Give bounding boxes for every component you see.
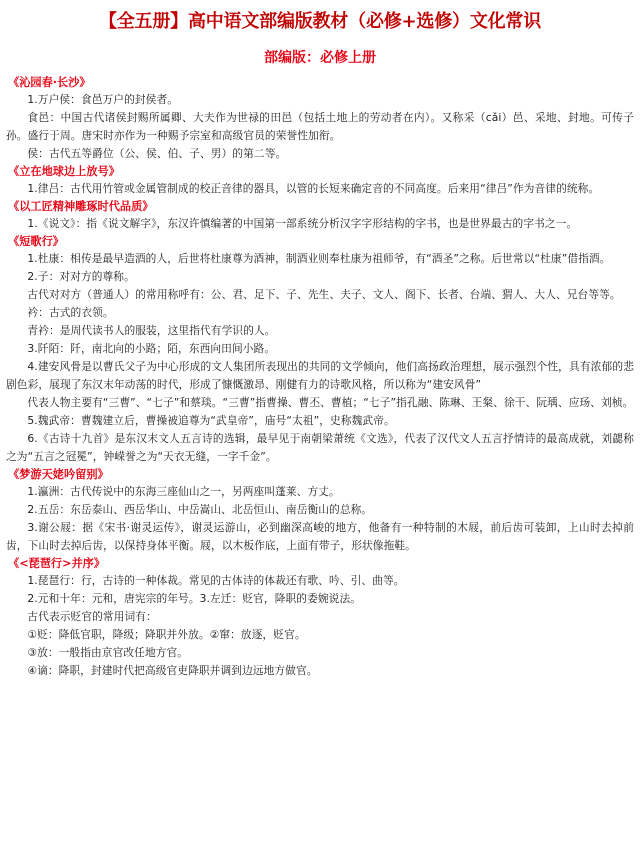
section-heading: 《以工匠精神雕琢时代品质》: [8, 200, 154, 213]
paragraph: 食邑：中国古代诸侯封赐所属卿、大夫作为世禄的田邑（包括土地上的劳动者在内）。又称采（cǎi）邑、采地、封地。可传子孙。盛行于周。唐宋时亦作为一种赐予宗室和高级官员的荣誉性加衔。: [6, 111, 634, 142]
paragraph: ①贬：降低官职，降级；降职并外放。②窜：放逐，贬官。: [27, 628, 306, 641]
paragraph: 5.魏武帝：曹魏建立后，曹操被追尊为“武皇帝”，庙号“太祖”，史称魏武帝。: [27, 414, 395, 427]
paragraph: 青衿：是周代读书人的服装，这里指代有学识的人。: [27, 324, 276, 337]
section-duangexing: [6, 233, 634, 466]
paragraph: 4.建安风骨是以曹氏父子为中心形成的文人集团所表现出的共同的文学倾向，他们高扬政治理想，展示强烈个性，具有浓郁的悲剧色彩，展现了东汉末年动荡的时代，形成了慷慨激昂、刚健有力的诗歌风格，所以称为“建安风骨”: [6, 360, 634, 391]
section-heading: 《<琵琶行>并序》: [8, 557, 106, 570]
section-tianmu: [6, 466, 634, 555]
paragraph: 2.元和十年：元和，唐宪宗的年号。3.左迁：贬官，降职的委婉说法。: [27, 592, 362, 605]
paragraph: ④谪：降职，封建时代把高级官吏降职并调到边远地方做官。: [27, 664, 318, 677]
paragraph: ③放：一般指由京官改任地方官。: [27, 646, 189, 659]
paragraph: 古代对对方（普通人）的常用称呼有：公、君、足下、子、先生、夫子、文人、阁下、长者、台端、猬人、大人、兄台等等。: [27, 288, 621, 301]
document-title: 【全五册】高中语文部编版教材（必修+选修）文化常识: [98, 11, 542, 32]
section-fanghao: [6, 163, 634, 198]
paragraph: 1.万户侯：食邑万户的封侯者。: [27, 93, 179, 106]
section-heading: 《立在地球边上放号》: [8, 165, 120, 178]
paragraph: 3.谢公屐：据《宋书·谢灵运传》，谢灵运游山，必到幽深高峻的地方，他备有一种特制的木屐，前后齿可装卸，上山时去掉前齿，下山时去掉后齿，以保持身体平衡。屐，以木板作底，上面有带子，形状像拖鞋。: [6, 521, 634, 552]
paragraph: 3.阡陌：阡，南北向的小路；陌，东西向田间小路。: [27, 342, 276, 355]
paragraph: 衿：古式的衣领。: [27, 306, 114, 319]
paragraph: 1.琵琶行：行，古诗的一种体裁。常见的古体诗的体裁还有歌、吟、引、曲等。: [27, 574, 405, 587]
paragraph: 1.律吕：古代用竹管或金属管制成的校正音律的器具，以管的长短来确定音的不同高度。后来用“律吕”作为音律的统称。: [27, 182, 600, 195]
paragraph: 2.子：对对方的尊称。: [27, 270, 135, 283]
paragraph: 侯：古代五等爵位（公、侯、伯、子、男）的第二等。: [27, 147, 287, 160]
section-heading: 《短歌行》: [8, 235, 64, 248]
paragraph: 1.《说文》：指《说文解字》，东汉许慎编著的中国第一部系统分析汉字字形结构的字书，也是世界最古的字书之一。: [27, 217, 578, 230]
section-pipaxing: [6, 555, 634, 680]
paragraph: 代表人物主要有“三曹”、“七子”和蔡琰。“三曹”指曹操、曹丕、曹植；“七子”指孔融、陈琳、王粲、徐干、阮瑀、应玚、刘桢。: [27, 396, 634, 409]
paragraph: 6.《古诗十九首》是东汉末文人五言诗的选辑，最早见于南朝梁萧统《文选》，代表了汉代文人五言抒情诗的最高成就，刘勰称之为“五言之冠冕”，钟嵘誉之为“天衣无缝，一字千金”。: [6, 432, 634, 463]
document-subtitle: 部编版：必修上册: [264, 50, 376, 66]
paragraph: 1.杜康：相传是最早造酒的人，后世将杜康尊为酒神，制酒业则奉杜康为祖师爷，有“酒圣”之称。后世常以“杜康”借指酒。: [27, 252, 611, 265]
section-gongjiang: [6, 198, 634, 233]
paragraph: 2.五岳：东岳泰山、西岳华山、中岳嵩山、北岳恒山、南岳衡山的总称。: [27, 503, 373, 516]
section-heading: 《沁园春·长沙》: [8, 76, 91, 89]
section-qinyuanchun: [6, 74, 634, 163]
section-heading: 《梦游天姥吟留别》: [8, 468, 109, 481]
paragraph: 1.瀛洲：古代传说中的东海三座仙山之一，另两座叫蓬莱、方丈。: [27, 485, 340, 498]
paragraph: 古代表示贬官的常用词有：: [27, 610, 157, 623]
